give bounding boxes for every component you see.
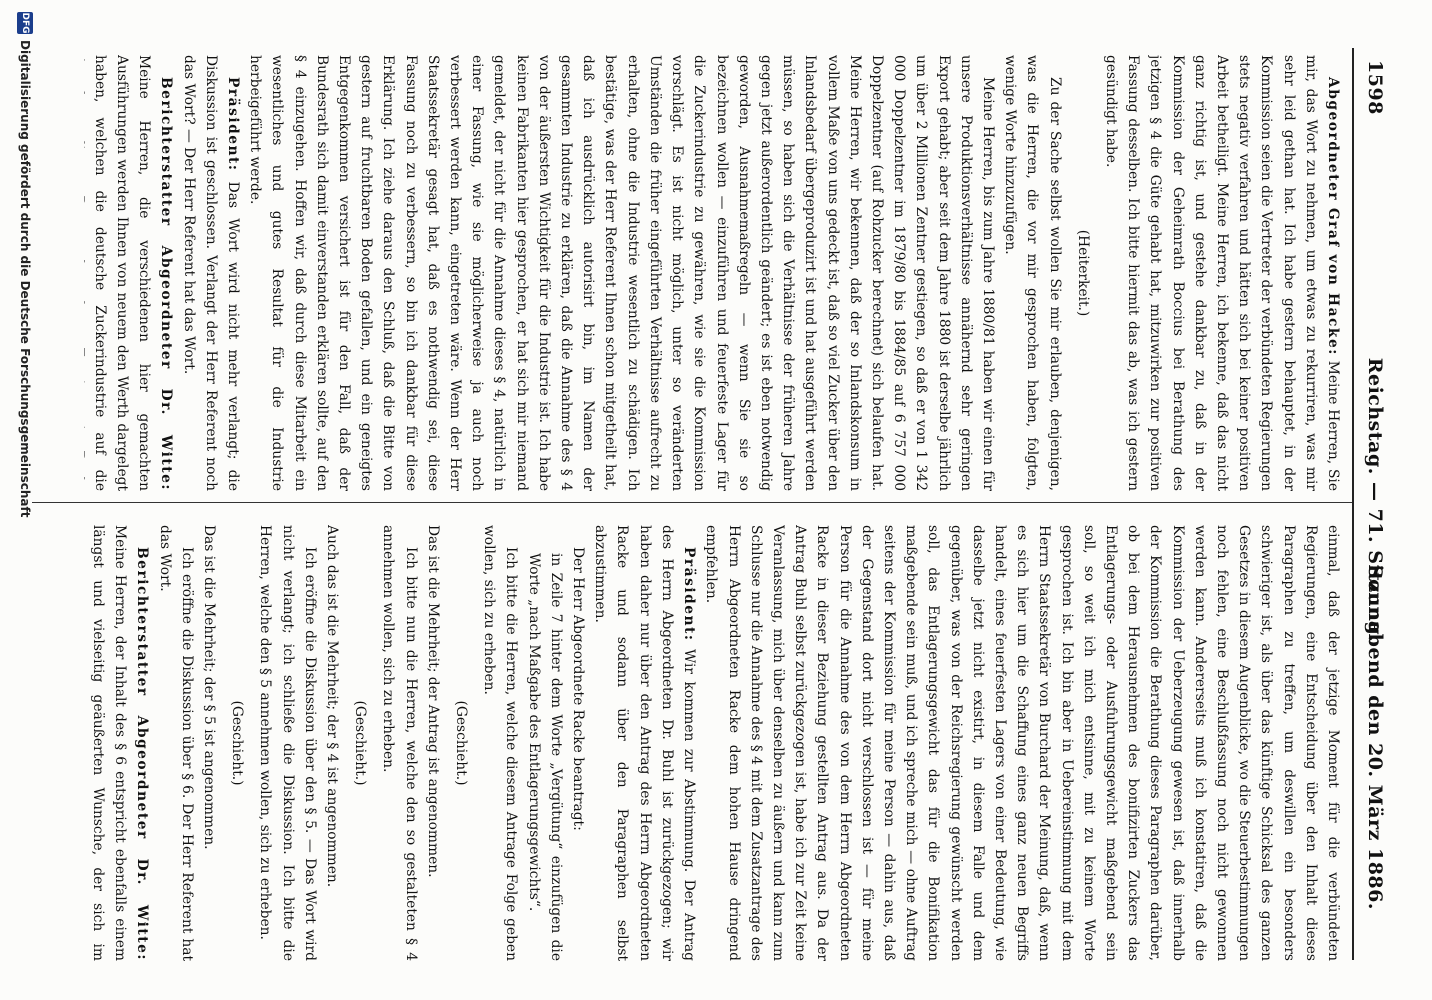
paragraph-text: Ich eröffne die Diskussion über den § 5. — Das Wort wird nicht verlangt; ich schließe die Diskussion. Ich bitte die Herren, welche den § 5 annehmen wollen, sich zu erheben. xyxy=(257,525,318,961)
speaker-name: Berichterstatter Abgeordneter Dr. Witte: xyxy=(158,77,175,491)
paragraph-text: (Geschieht.) xyxy=(229,700,246,786)
dfg-logo: DFG xyxy=(17,12,33,34)
paragraph-text: einmal, daß der jetzige Moment für die verbündeten Regierungen, eine Entscheidung über den Inhalt dieses Paragraphen zu treffen, um deswillen ein besonders schwieriger ist, als über das künftige Schicksal des ganzen Gesetzes in diesem Augenblicke, wo die Steuerbestimmungen noch fehlen, eine Beschlußfassung noch nicht gewonnen werden kann. Andererseits muß ich konstatiren, daß die Kommission der Ueberzeugung gewesen ist, daß innerhalb der Kommission die Berathung dieses Paragraphen darüber, ob bei dem Herausnehmen des bonifizirten Zuckers das Entlagerungs- oder Ausfuhrungsgewicht maßgebend sein soll, so weit ich mich entsinne, mit zu keinem Worte gesprochen ist. Ich bin aber in Uebereinstimmung mit dem Herrn Staatssekretär von Burchard der Meinung, daß, wenn es sich hier um die Schaffung eines ganz neuen Begriffs handelt, eines feuerfesten Lagers von einer Bedeutung, wie dasselbe jetzt nicht existirt, in diesem Falle und dem gegenüber, was von der Reichsregierung gewünscht werden soll, das Entlagerungsgewicht das für die Bonifikation maßgebende sein muß, und ich spreche mich — ohne Auftrag seitens der Kommission für meine Person — dahin aus, daß der Gegenstand dort nicht verschlossen ist — für meine Person für die Annahme des von dem Herrn Abgeordneten Racke in dieser Beziehung gestellten Antrag aus. Da der Antrag Buhl selbst zurückgezogen ist, habe ich zur Zeit keine Veranlassung, mich über denselben zu äußern und kann zum Schlusse nur die Annahme des § 4 mit dem Zusatzantrage des Herrn Abgeordneten Racke dem hohen Hause dringend empfehlen. xyxy=(703,525,1341,961)
speaker-name: Abgeordneter Graf von Hacke: xyxy=(1325,77,1341,356)
paragraph-text: Der Herr Abgeordnete Racke beantragt: xyxy=(570,547,587,831)
paragraph-text: Meine Herren, der Inhalt des § 6 entspricht ebenfalls einem längst und vielseitig geäußerten Wunsche, der sich im xyxy=(90,525,129,961)
stage-direction xyxy=(226,525,248,961)
paragraph-text: Das ist die Mehrheit; der Antrag ist angenommen. xyxy=(424,525,441,878)
speaker-name: Präsident: xyxy=(225,77,242,172)
paragraph-text: Ich eröffne die Diskussion über § 6. Der Herr Referent hat das Wort. xyxy=(156,525,195,961)
paragraph-text: Ich bitte nun die Herren, welche den so gestalteten § 4 annehmen wollen, sich zu erheben. xyxy=(380,525,419,961)
paragraph xyxy=(321,525,343,961)
paragraph xyxy=(377,525,421,961)
stage-direction xyxy=(1072,55,1094,491)
page-header xyxy=(1358,0,1394,1000)
right-column xyxy=(84,525,1344,961)
paragraph-text: Meine Herren, die verschiedenen hier gemachten Ausführungen werden Ihnen von neuem den Werth dargelegt haben, welchen die deutsche Zuckerindustrie auf die xyxy=(91,55,153,491)
left-column xyxy=(84,55,1344,491)
paragraph xyxy=(198,525,220,961)
paragraph-text: (Geschieht.) xyxy=(352,700,369,786)
paragraph-text: Meine Herren, Sie mir, das Wort zu nehmen, um etwas zu rekurriren, was mir sehr leid gethan hat. Ich habe gestern behauptet, in der Kommission seien die Vertreter der verbündeten Regierungen stets negativ verfahren und hätten sich bei keiner positiven Arbeit betheiligt. Meine Herren, ich bekenne, daß das nicht ganz richtig ist, und gestehe dankbar zu, daß in der Kommission der Geheimrath Boccius bei Berathung des jetzigen § 4 die Güte gehabt hat, mitzuwirken zur positiven Fassung desselben. Ich bitte hiermit das ab, was ich gestern gesündigt habe. xyxy=(1102,55,1341,491)
stage-direction xyxy=(349,525,371,961)
speech-paragraph xyxy=(589,525,700,961)
paragraph xyxy=(478,525,522,961)
session-date: Sonnabend den 20. März 1886. xyxy=(1364,564,1386,910)
paragraph-text: Auch das ist die Mehrheit; der § 4 ist angenommen. xyxy=(324,525,341,888)
paragraph-text: Wir kommen zur Abstimmung. Der Antrag des Herrn Abgeordneten Dr. Buhl ist zurückgezogen; wir haben daher nur über den Antrag des Herrn Abgeordneten Racke und sodann über den Paragraphen selbst abzustimmen. xyxy=(592,525,698,961)
paragraph xyxy=(153,525,197,961)
paragraph-text: Meine Herren, bis zum Jahre 1880/81 haben wir einen für unsere Produktionsverhältnisse annähernd sehr geringen Export gehabt; aber seit dem Jahre 1880 ist derselbe jährlich um über 2 Millionen Zentner gestiegen, so daß er von 1 342 000 Doppelzentner im 1879/80 bis 1884/85 auf 6 757 000 Doppelzentner (auf Rohzucker berechnet) sich belaufen hat. Meine Herren, wir bekennen, daß der so Inlandskonsum in vollem Maße von uns gedeckt ist, daß so viel Zucker über den Inlandsbedarf übergeproduzirt ist und hat ausgeführt werden müssen, so haben sich die Verhältnisse der früheren Jahre gegen jetzt außerordentlich geändert; es ist eben notwendig geworden, Ausnahmemaßregeln — wenn Sie sie so bezeichnen wollen — einzuführen und feuerfeste Lager für die Zuckerindustrie zu gewähren, wie sie die Kommission vorschlägt. Es ist nicht möglich, unter so veränderten Umständen die früher eingeführten Verhältnisse aufrecht zu erhalten, ohne die Industrie wesentlich zu schädigen. Ich bestätige, was der Herr Referent Ihnen schon mitgetheilt hat, daß ich ausdrücklich autorisirt bin, im Namen der gesammten Industrie zu erklären, daß die Annahme des § 4 von der äußersten Wichtigkeit für die Industrie ist. Ich habe keinen Fabrikanten hier gesprochen, er hat sich mir niemand gemeldet, der nicht für die Annahme dieses § 4, natürlich in einer Fassung, wie sie möglicherweise ja auch noch verbessert werden kann, eingetreten wäre. Wenn der Herr Staatssekretär gesagt hat, daß es nothwendig sei, diese Fassung noch zu verbessern, so bin ich dankbar für diese Erklärung. Ich ziehe daraus den Schluß, daß die Bitte von gestern auf fruchtbaren Boden gefallen, und ein geneigtes Entgegenkommen versichert ist für den Fall, daß der Bundesrath sich damit einverstanden erklären sollte, auf den § 4 einzugehen. Hoffen wir, daß durch diese Mitarbeit ein wesentliches und gutes Resultat für die Industrie herbeigeführt werde. xyxy=(247,55,996,491)
stage-direction xyxy=(450,525,472,961)
paragraph-text: (Geschieht.) xyxy=(453,700,470,786)
paragraph-text: Ich bitte die Herren, welche diesem Antrage Folge geben wollen, sich zu erheben. xyxy=(481,525,520,961)
speaker-name: Präsident: xyxy=(681,547,698,642)
speech-paragraph xyxy=(84,525,153,961)
paragraph xyxy=(422,525,444,961)
digitization-credit: Digitalisierung gefördert durch die Deutsche Forschungsgemeinschaft xyxy=(18,40,32,518)
paragraph xyxy=(700,525,1344,961)
paragraph xyxy=(999,55,1066,491)
page-footer xyxy=(12,0,34,1000)
column-divider xyxy=(32,502,1352,503)
paragraph-text: Zu der Sache selbst wollen Sie mir erlauben, denjenigen, was die Herren, die vor mir gesprochen haben, folgten, wenige Worte hinzuzufügen. xyxy=(1002,55,1063,491)
paragraph-text: Das Wort wird nicht mehr verlangt; die Diskussion ist geschlossen. Verlangt der Herr Referent noch das Wort? — Der Herr Referent hat das Wort. xyxy=(180,55,242,491)
paragraph xyxy=(567,525,589,961)
motion-text xyxy=(522,525,566,961)
paragraph-text: Das ist die Mehrheit; der § 5 ist angenommen. xyxy=(201,525,218,850)
speaker-name: Berichterstatter Abgeordneter Dr. Witte: xyxy=(134,547,151,961)
speech-paragraph xyxy=(84,55,177,491)
paragraph-text: in Zeile 7 hinter dem Worte „Vergütung“ einzufügen die Worte „nach Maßgabe des Entlagerungsgewichts“. xyxy=(525,553,564,961)
paragraph xyxy=(254,525,321,961)
page-title: Reichstag. — 71. Sitzung. xyxy=(1364,357,1386,643)
header-rule xyxy=(1352,48,1354,960)
paragraph xyxy=(244,55,999,491)
speech-paragraph xyxy=(177,55,244,491)
page-number: 1598 xyxy=(1364,60,1386,115)
paragraph-text: (Heiterkeit.) xyxy=(1074,229,1091,317)
speech-paragraph xyxy=(1100,55,1344,491)
